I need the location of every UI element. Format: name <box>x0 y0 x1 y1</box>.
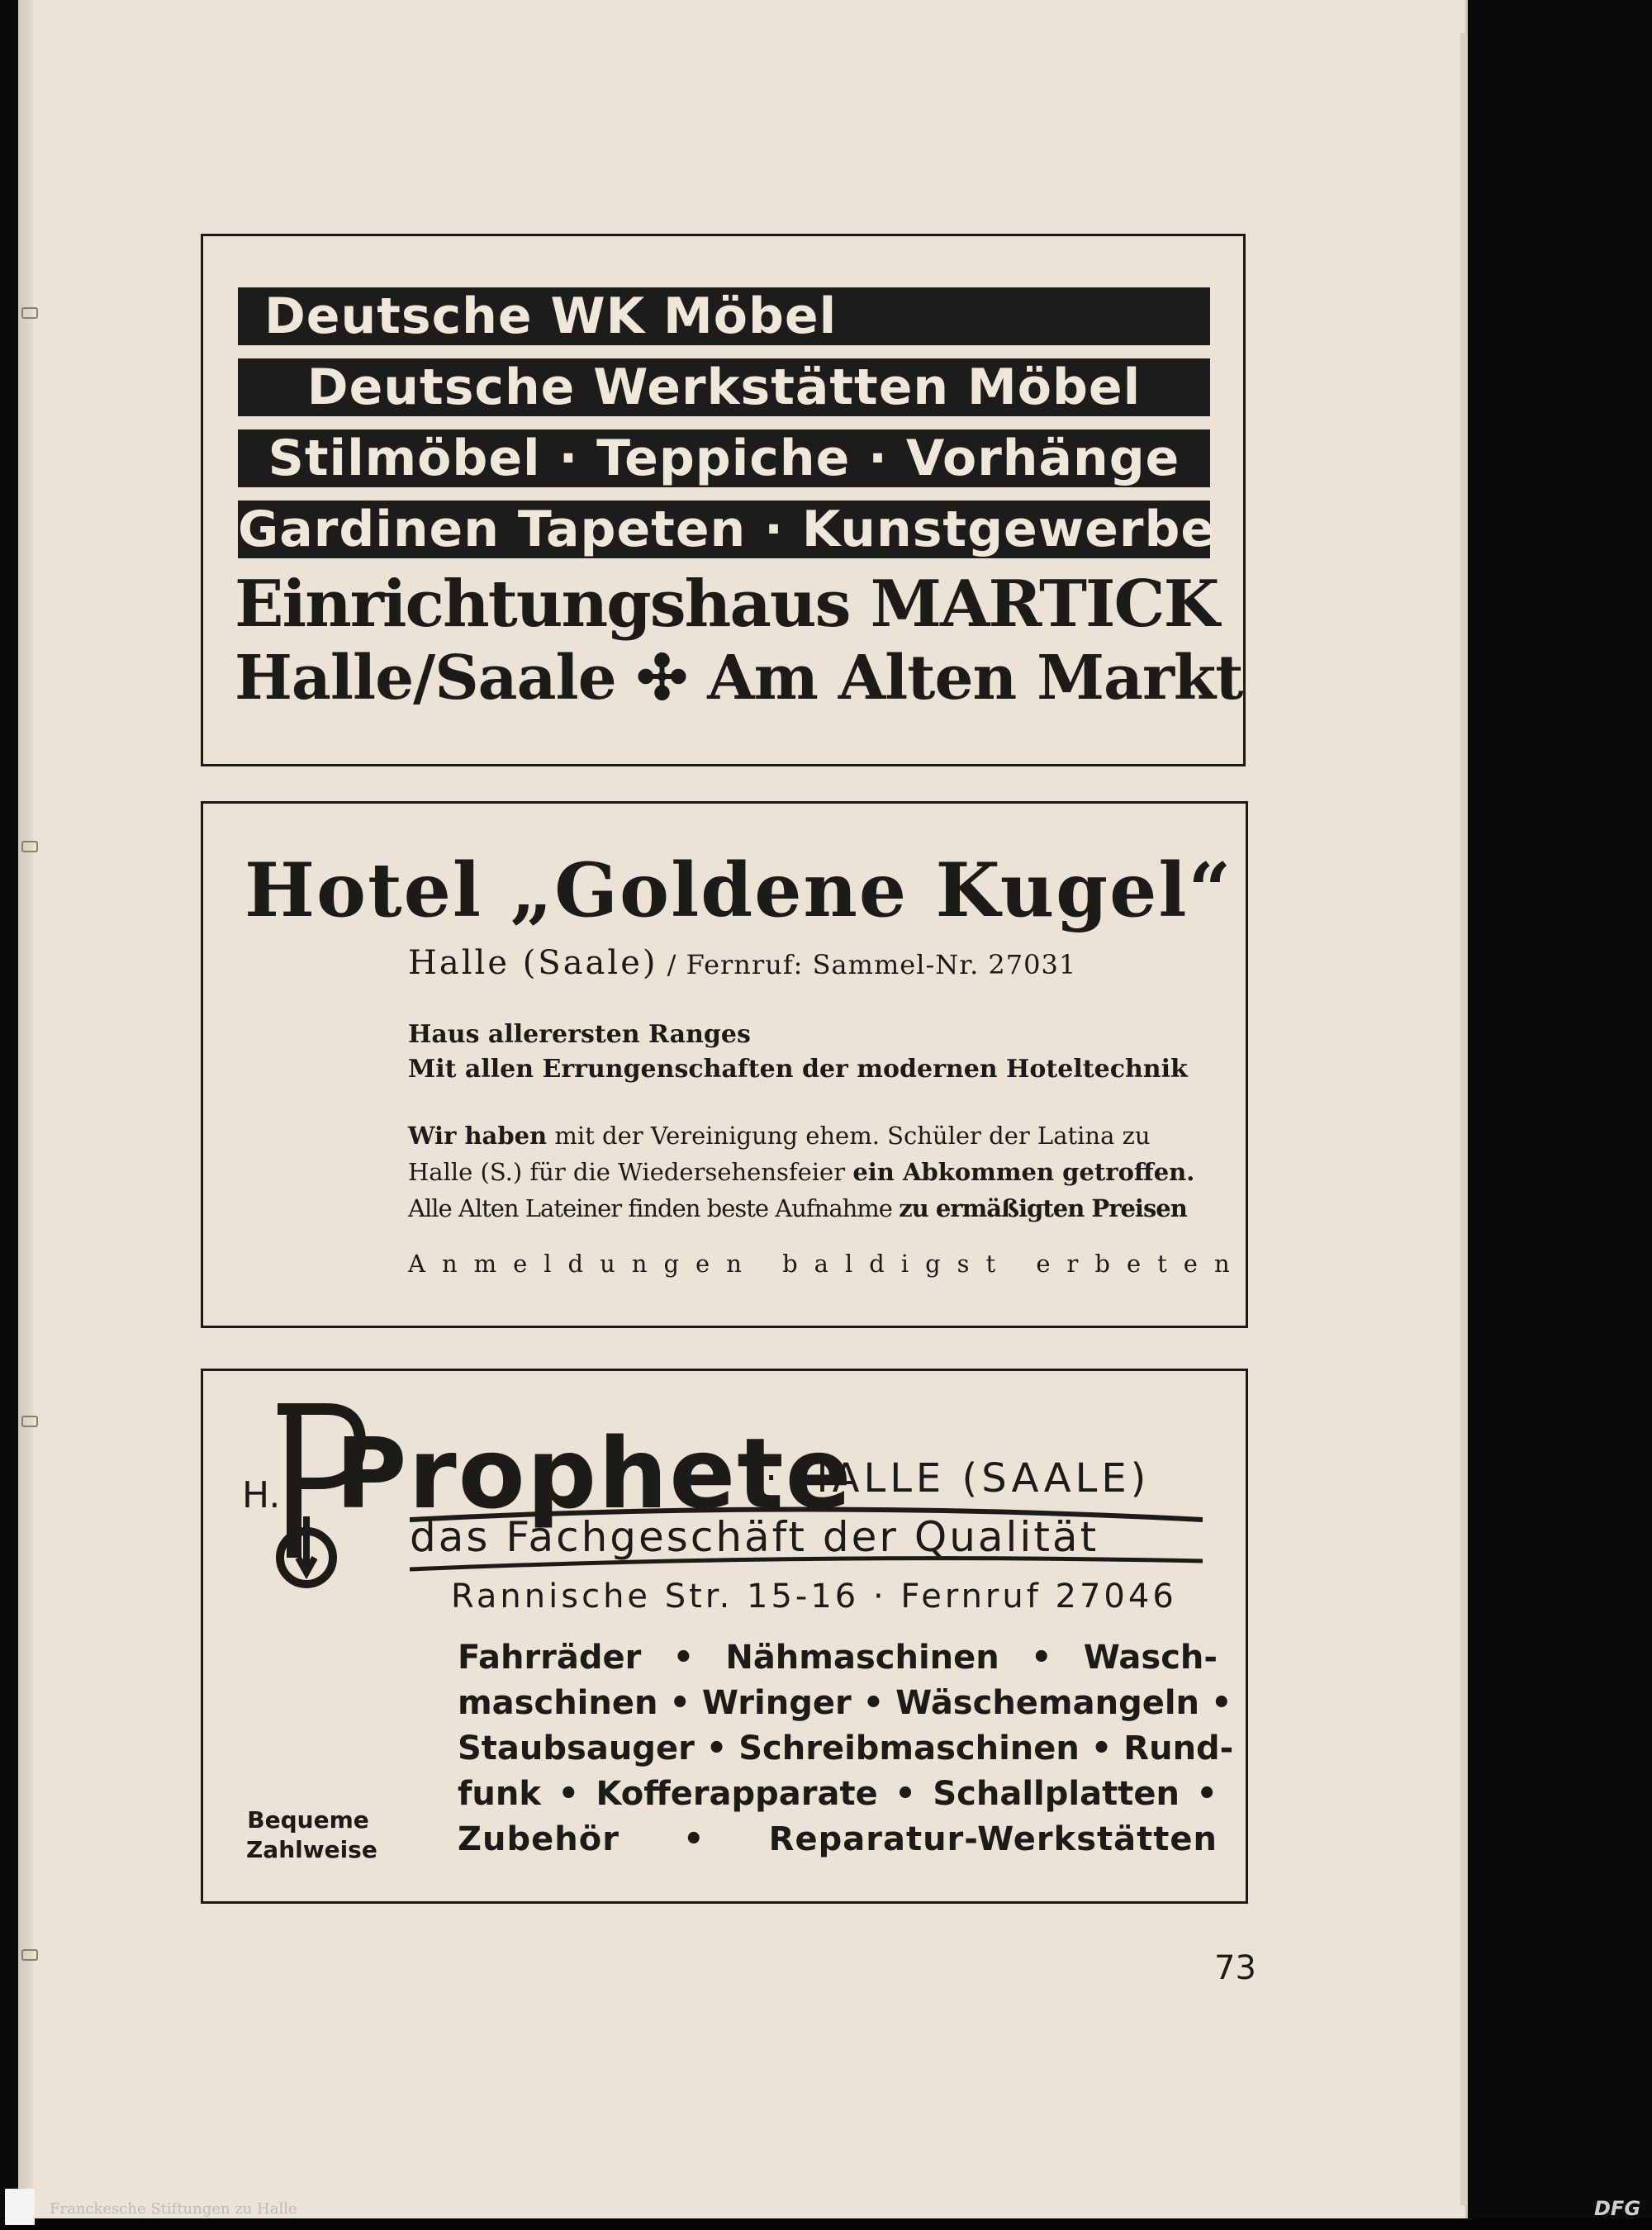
ad-prophete-tagline: das Fachgeschäft der Qualität <box>410 1513 1099 1561</box>
page-number: 73 <box>1214 1949 1256 1987</box>
ad-hotel-phone: / Fernruf: Sammel-Nr. 27031 <box>657 949 1077 980</box>
footer-institution: Franckesche Stiftungen zu Halle <box>50 2200 297 2218</box>
ad-hotel-emphasis: zu ermäßigten Preisen <box>899 1194 1187 1222</box>
ad-hotel <box>201 801 1248 1328</box>
ad-banner-line: Stilmöbel · Teppiche · Vorhänge <box>238 429 1210 487</box>
product-line: Zubehör • Reparatur-Werkstätten <box>458 1820 1218 1858</box>
institution-logo-icon <box>5 2189 35 2225</box>
viewer-footer <box>0 2218 1652 2230</box>
ad-prophete-payment <box>246 1805 377 1865</box>
ad-hotel-contact <box>408 944 1076 982</box>
ad-hotel-paragraph <box>408 1117 1218 1226</box>
binding-stitch <box>21 841 38 852</box>
ad-hotel-text: Halle (S.) für die Wiedersehensfeier <box>408 1158 853 1186</box>
ad-hotel-emphasis: Wir haben <box>408 1122 548 1150</box>
ad-hotel-line: Mit allen Errungenschaften der modernen Hoteltechnik <box>408 1055 1188 1084</box>
ad-banner-line: Deutsche Werkstätten Möbel <box>238 358 1210 416</box>
payment-line: Zahlweise <box>246 1836 377 1863</box>
product-line: Fahrräder • Nähmaschinen • Wasch- <box>458 1639 1218 1677</box>
ad-hotel-line: Haus allerersten Ranges <box>408 1020 751 1049</box>
ad-hotel-title: Hotel „Goldene Kugel“ <box>244 847 1233 934</box>
ad-prophete <box>201 1369 1248 1904</box>
ad-address: Halle/Saale ✣ Am Alten Markt <box>235 643 1243 714</box>
ad-banner-line: Gardinen Tapeten · Kunstgewerbe <box>238 501 1216 558</box>
ad-prophete-name: Prophete <box>335 1416 853 1530</box>
product-line: funk • Kofferapparate • Schallplatten • <box>458 1775 1218 1813</box>
ad-hotel-emphasis: ein Abkommen getroffen. <box>852 1158 1195 1186</box>
product-line: Staubsauger • Schreibmaschinen • Rund- <box>458 1729 1234 1767</box>
ad-prophete-products <box>458 1635 1234 1862</box>
ad-hotel-closing: Anmeldungen baldigst erbeten <box>408 1250 1246 1278</box>
ad-prophete-initial: H. <box>242 1474 281 1516</box>
ad-martick <box>201 234 1246 766</box>
ad-prophete-city: · HALLE (SAALE) <box>765 1455 1151 1502</box>
binding-stitch <box>21 1949 38 1961</box>
page-gutter <box>18 0 33 2218</box>
payment-line: Bequeme <box>247 1806 369 1834</box>
ad-prophete-address: Rannische Str. 15-16 · Fernruf 27046 <box>451 1578 1177 1616</box>
ad-hotel-city: Halle (Saale) <box>408 944 658 982</box>
ad-hotel-text: mit der Vereinigung ehem. Schüler der Latina zu <box>547 1122 1151 1150</box>
ad-hotel-text: Alle Alten Lateiner finden beste Aufnahme <box>408 1194 900 1222</box>
product-line: maschinen • Wringer • Wäschemangeln • <box>458 1684 1232 1722</box>
footer-dfg-logo: DFG <box>1594 2197 1641 2220</box>
binding-stitch <box>21 1416 38 1427</box>
binding-stitch <box>21 307 38 319</box>
page-edge <box>1460 33 1467 2205</box>
ad-company-name: Einrichtungshaus MARTICK <box>235 567 1218 642</box>
ad-banner-line: Deutsche WK Möbel <box>238 287 1210 345</box>
